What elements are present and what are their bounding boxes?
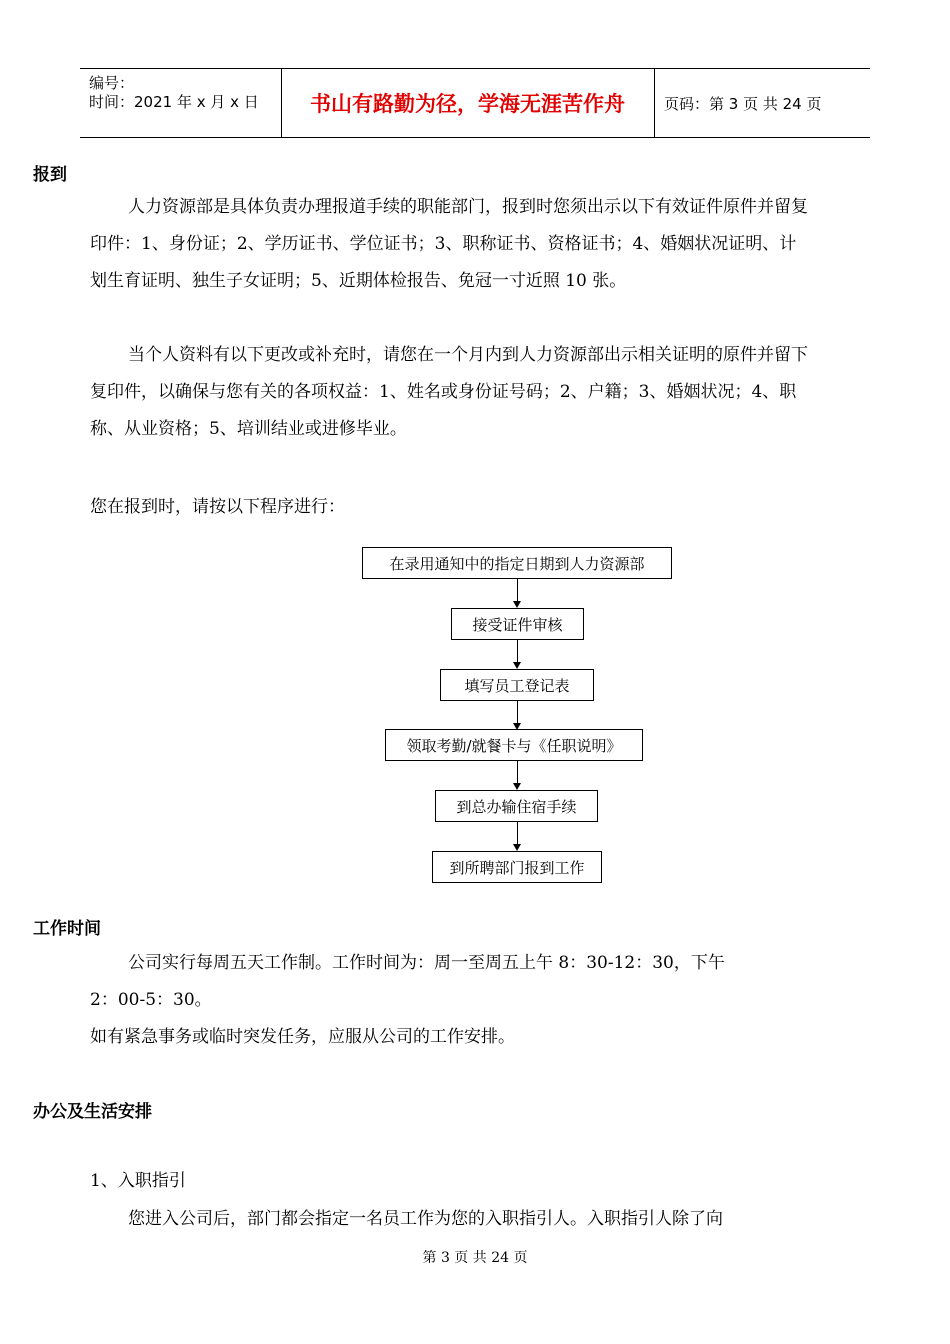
doc-number-label: 编号：: [89, 74, 135, 92]
office-item-1-title: 1、入职指引: [90, 1171, 186, 1191]
office-item-1-text: 您进入公司后，部门都会指定一名员工作为您的入职指引人。入职指引人除了向: [128, 1209, 723, 1229]
flow-step-1: 在录用通知中的指定日期到人力资源部: [362, 547, 672, 579]
procedure-intro: 您在报到时，请按以下程序进行：: [90, 497, 345, 517]
section-heading-worktime: 工作时间: [33, 919, 101, 939]
flow-step-2: 接受证件审核: [451, 608, 584, 640]
page-footer: 第 3 页 共 24 页: [422, 1250, 528, 1266]
flow-step-3: 填写员工登记表: [440, 669, 594, 701]
report-paragraph-1: 人力资源部是具体负责办理报道手续的职能部门，报到时您须出示以下有效证件原件并留复印件：1、身份证；2、学历证书、学位证书；3、职称证书、资格证书；4、婚姻状况证明、计划生育证明、独生子女证明；5、近期体检报告、免冠一寸近照 10 张。: [90, 197, 808, 291]
flow-arrow-icon: [513, 601, 521, 608]
page-header: [80, 68, 870, 138]
flow-arrow-icon: [513, 783, 521, 790]
section-heading-report: 报到: [33, 165, 67, 185]
flow-connector: [517, 579, 518, 601]
worktime-line-2: 2：00-5：30。: [90, 990, 212, 1010]
flow-step-6: 到所聘部门报到工作: [432, 851, 602, 883]
header-page-info: 页码：第 3 页 共 24 页: [664, 94, 822, 113]
flow-arrow-icon: [513, 844, 521, 851]
flow-connector: [517, 701, 518, 723]
worktime-line-3: 如有紧急事务或临时突发任务，应服从公司的工作安排。: [90, 1027, 515, 1047]
flow-arrow-icon: [513, 662, 521, 669]
flow-connector: [517, 640, 518, 662]
header-motto: 书山有路勤为径，学海无涯苦作舟: [281, 69, 655, 137]
header-meta: [80, 69, 282, 137]
section-heading-office: 办公及生活安排: [33, 1102, 152, 1122]
worktime-line-1: 公司实行每周五天工作制。工作时间为：周一至周五上午 8：30-12：30，下午: [128, 953, 725, 973]
flow-step-5: 到总办输住宿手续: [435, 790, 598, 822]
flow-connector: [517, 761, 518, 783]
flow-connector: [517, 822, 518, 844]
doc-time-label: 时间：2021 年 x 月 x 日: [89, 93, 259, 111]
flow-step-4: 领取考勤/就餐卡与《任职说明》: [385, 729, 643, 761]
report-paragraph-2: 当个人资料有以下更改或补充时，请您在一个月内到人力资源部出示相关证明的原件并留下复印件，以确保与您有关的各项权益：1、姓名或身份证号码；2、户籍；3、婚姻状况；4、职称、从业资格；5、培训结业或进修毕业。: [90, 345, 808, 439]
